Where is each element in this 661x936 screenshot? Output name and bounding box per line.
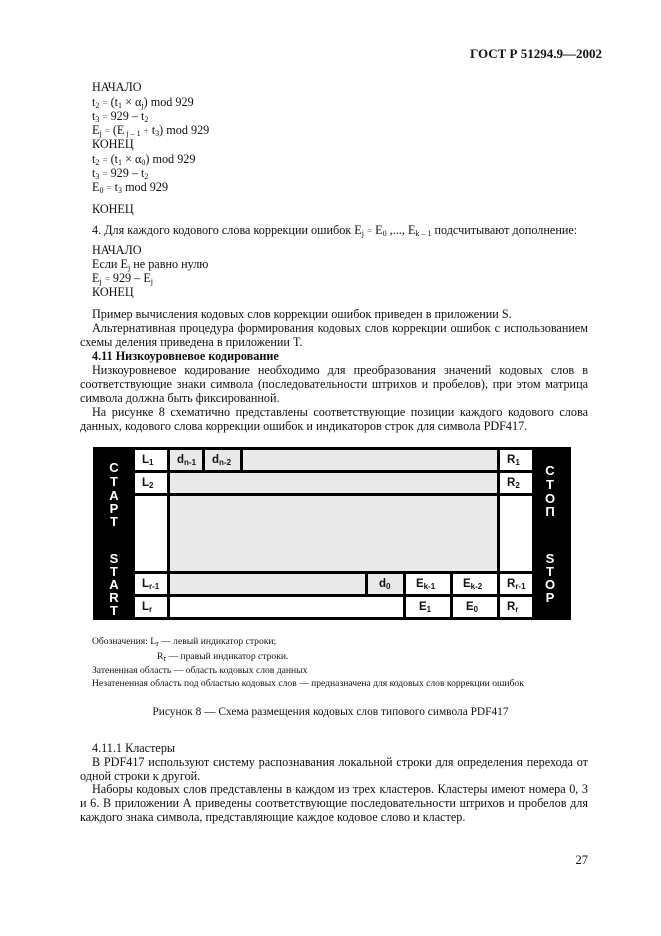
algo-end: КОНЕЦ <box>92 137 134 151</box>
start-letter: Т <box>110 514 118 529</box>
data-codeword-cell: $d_{n-2}$ <box>205 450 240 470</box>
left-indicator-cell: $L_1$ <box>135 450 167 470</box>
right-indicator-cell: $R_{r-1}$ <box>500 574 532 594</box>
paragraph-figure-ref: На рисунке 8 схематично представлены соответствующие позиции каждого кодового слова данных, кодового слова коррекции ошибок и индикаторов строк для символа PDF417. <box>80 405 588 433</box>
document-header: ГОСТ Р 51294.9—2002 <box>470 46 602 61</box>
left-indicator-cell: $L_r$ <box>135 597 167 617</box>
legend-shaded: Затененная область — область кодовых слов данных <box>92 665 308 676</box>
legend-unshaded: Незатененная область под областью кодовых слов — предназначена для кодовых слов коррекции ошибок <box>92 678 524 689</box>
stop-letter: П <box>545 504 555 519</box>
data-codeword-area <box>243 450 497 470</box>
ecc-codeword-area <box>170 597 403 617</box>
pdf417-layout-figure <box>93 447 571 620</box>
right-indicator-cell: $R_2$ <box>500 473 532 493</box>
left-indicator-column <box>135 496 167 571</box>
stop-letter: О <box>544 491 556 506</box>
algo-line: $t_3 = 929 - t_2$ <box>92 109 149 124</box>
algo-line: $t_3 = 929 - t_2$ <box>92 166 149 181</box>
page-number: 27 <box>575 853 588 867</box>
stop-letter: P <box>545 590 555 605</box>
data-codeword-area <box>170 496 497 571</box>
algo-begin: НАЧАЛО <box>92 243 142 257</box>
ecc-codeword-cell: $E_{k-2}$ <box>453 574 497 594</box>
start-letter: Т <box>110 474 118 489</box>
algo-line: $t_2 = (t_1 \times \alpha_j)$ mod 929 <box>92 95 194 110</box>
left-indicator-cell: $L_{r-1}$ <box>135 574 167 594</box>
paragraph-step-4: 4. Для каждого кодового слова коррекции ошибок $E_j = E_0$ ,..., $E_{k - 1}$ подсчитывают дополнение: <box>92 223 578 238</box>
start-letter: T <box>110 603 118 618</box>
ecc-codeword-cell: $E_0$ <box>453 597 497 617</box>
algo-begin: НАЧАЛО <box>92 80 142 94</box>
data-codeword-cell: $d_{n-1}$ <box>170 450 202 470</box>
data-codeword-area <box>170 574 365 594</box>
algo-end: КОНЕЦ <box>92 285 134 299</box>
paragraph-clusters-2: Наборы кодовых слов представлены в каждом из трех кластеров. Кластеры имеют номера 0, 3 и 6. В приложении А приведены соответствующие последовательности штрихов и пробелов для каждого знака символа, представляющие каждое кодовое слово и кластер. <box>80 782 588 824</box>
left-indicator-cell: $L_2$ <box>135 473 167 493</box>
paragraph-clusters-1: В PDF417 используют систему распознавания локальной строки для определения перехода от одной строки к другой. <box>80 755 588 783</box>
ecc-codeword-cell: $E_1$ <box>406 597 450 617</box>
data-codeword-area <box>170 473 497 493</box>
section-heading-4-11: 4.11 Низкоуровневое кодирование <box>92 349 279 363</box>
start-letter: T <box>110 564 118 579</box>
stop-column <box>535 447 565 620</box>
stop-letter: Т <box>546 477 554 492</box>
right-indicator-cell: $R_r$ <box>500 597 532 617</box>
start-letter: Р <box>109 501 119 516</box>
start-letter: S <box>109 551 119 566</box>
algo-line: $t_2 = (t_1 \times \alpha_0)$ mod 929 <box>92 152 196 167</box>
start-letter: A <box>109 577 119 592</box>
start-letter: А <box>109 488 119 503</box>
algo-end: КОНЕЦ <box>92 202 134 216</box>
algo-line: $E_j = (E$ $_{j - 1} + t_3$) mod 929 <box>92 123 210 138</box>
stop-letter: T <box>546 564 554 579</box>
paragraph-alternative: Альтернативная процедура формирования кодовых слов коррекции ошибок с использованием схемы деления приведена в приложении T. <box>80 321 588 349</box>
paragraph-low-level: Низкоуровневое кодирование необходимо для преобразования значений кодовых слов в соответствующие знаки символа (последовательности штрихов и пробелов), при этом матрица символа должна быть фиксированной. <box>80 363 588 405</box>
stop-letter: С <box>545 463 555 478</box>
right-indicator-column <box>500 496 532 571</box>
algo-line: $E_0 = t_3$ mod 929 <box>92 180 169 195</box>
algo-line: Если $E_j$ не равно нулю <box>92 257 209 272</box>
algo-line: $E_j = 929 - E_j$ <box>92 271 154 286</box>
legend-right-indicator: $R_r$ — правый индикатор строки. <box>157 651 289 663</box>
data-codeword-cell: $d_0$ <box>368 574 403 594</box>
paragraph-example: Пример вычисления кодовых слов коррекции ошибок приведен в приложении S. <box>92 307 512 321</box>
start-column <box>99 447 129 620</box>
figure-caption: Рисунок 8 — Схема размещения кодовых слов типового символа PDF417 <box>152 706 509 718</box>
legend-left-indicator: Обозначения: $L_r$ — левый индикатор строки; <box>92 636 277 648</box>
ecc-codeword-cell: $E_{k-1}$ <box>406 574 450 594</box>
section-heading-4-11-1: 4.11.1 Кластеры <box>92 741 176 755</box>
start-letter: С <box>109 460 119 475</box>
stop-letter: S <box>545 551 555 566</box>
right-indicator-cell: $R_1$ <box>500 450 532 470</box>
stop-letter: O <box>544 577 556 592</box>
start-letter: R <box>109 590 119 605</box>
